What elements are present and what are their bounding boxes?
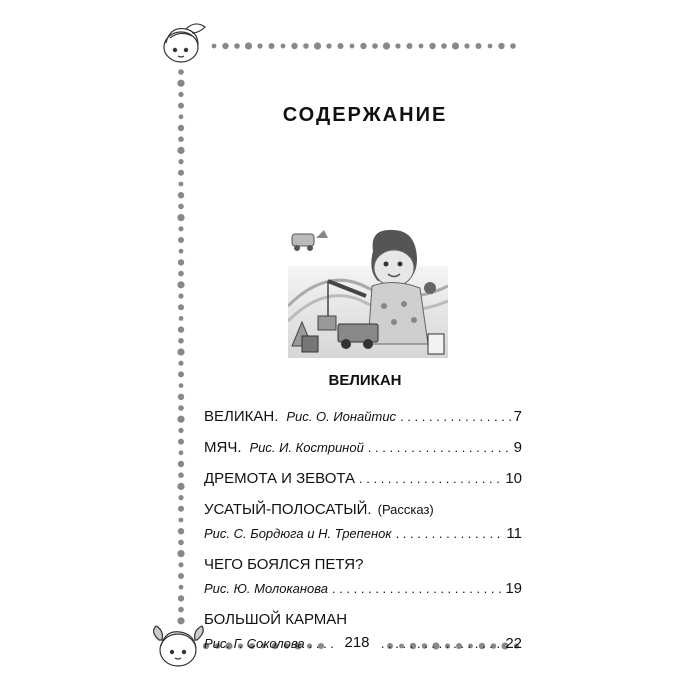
dot-leader (396, 522, 505, 546)
toc-entry-page: 10 (505, 470, 522, 487)
border-dot (178, 595, 184, 601)
border-dot (179, 585, 184, 590)
toc-entry-page: 11 (506, 525, 522, 542)
border-dot (178, 192, 184, 198)
toc-entry-artist-line[interactable] (204, 577, 522, 601)
toc-entry-title: УСАТЫЙ-ПОЛОСАТЫЙ. (204, 501, 372, 518)
toc-entry-title-line[interactable] (204, 498, 522, 522)
border-dot (441, 43, 447, 49)
border-dot (464, 43, 469, 48)
page-number: 218 (336, 634, 378, 651)
toc-entry-artist: Рис. С. Бордюга и Н. Трепенок (204, 526, 392, 541)
border-dot (177, 550, 184, 557)
border-dot (281, 44, 286, 49)
toc-entry-artist: Рис. Ю. Молоканова (204, 581, 328, 596)
border-dot (179, 450, 184, 455)
border-dot (395, 43, 400, 48)
border-dot (383, 42, 390, 49)
dot-leader (400, 405, 512, 429)
border-dot (178, 259, 184, 265)
border-dot (177, 147, 184, 154)
border-dot (178, 136, 184, 142)
border-dot (179, 249, 184, 254)
border-dot (350, 44, 355, 49)
border-dot (407, 43, 413, 49)
border-dot (234, 43, 240, 49)
border-dot (179, 316, 184, 321)
section-title: ВЕЛИКАН (328, 372, 402, 389)
border-dot (419, 44, 424, 49)
girl-head-icon (164, 24, 205, 62)
border-dot (212, 44, 217, 49)
border-dot (178, 226, 183, 231)
border-dot (178, 405, 184, 411)
boy-with-toys-illustration (288, 226, 448, 358)
border-dot (178, 125, 184, 131)
border-dot (178, 237, 184, 243)
border-dot (178, 495, 183, 500)
toc-entry-artist: Рис. О. Ионайтис (286, 409, 397, 424)
border-dot (177, 214, 184, 221)
border-dot (303, 43, 309, 49)
border-dot (372, 43, 378, 49)
border-dot (222, 43, 228, 49)
page-title: СОДЕРЖАНИЕ (282, 104, 448, 126)
toc-entry-page: 9 (513, 439, 522, 456)
border-dot (178, 92, 183, 97)
border-dot (179, 182, 184, 187)
border-dot (177, 617, 184, 624)
border-dot (178, 371, 184, 377)
toc-entry[interactable] (204, 405, 522, 429)
border-dot (452, 42, 459, 49)
border-dot (360, 43, 366, 49)
border-dot (177, 348, 184, 355)
border-dot (257, 43, 262, 48)
dot-leader (332, 577, 503, 601)
border-dot (178, 394, 184, 400)
toc-entry-title-line[interactable] (204, 608, 522, 632)
border-dot (178, 204, 184, 210)
border-dot (178, 326, 184, 332)
toc-entry-title: БОЛЬШОЙ КАРМАН (204, 611, 348, 628)
border-dot (177, 483, 184, 490)
border-dot (179, 114, 184, 119)
table-of-contents (204, 405, 522, 656)
border-dot (178, 573, 184, 579)
border-dot (178, 461, 184, 467)
border-dot (326, 43, 331, 48)
border-dot (179, 518, 184, 523)
toc-entry-title: ЧЕГО БОЯЛСЯ ПЕТЯ? (204, 556, 364, 573)
toc-entry-title: ВЕЛИКАН. (204, 408, 279, 425)
border-dot (177, 281, 184, 288)
border-dot (178, 428, 183, 433)
border-dot (178, 562, 183, 567)
toc-entry-page: 19 (505, 580, 522, 597)
toc-entry-artist: Рис. И. Костриной (249, 440, 364, 455)
dot-leader (368, 436, 512, 460)
border-dot (178, 528, 184, 534)
girl-with-bows-icon (154, 626, 204, 666)
border-dot (338, 43, 344, 49)
border-dot (178, 506, 184, 512)
toc-entry[interactable] (204, 467, 522, 491)
border-dot (178, 159, 183, 164)
border-dot (178, 293, 183, 298)
border-dot (291, 43, 297, 49)
border-dot (178, 103, 184, 109)
border-dot (177, 416, 184, 423)
toc-entry-title-line[interactable] (204, 553, 522, 577)
border-dot (498, 43, 504, 49)
toc-entry[interactable] (204, 436, 522, 460)
border-dot (269, 43, 275, 49)
border-dot (178, 170, 184, 176)
toc-entry-artist-line[interactable] (204, 522, 522, 546)
border-dot (178, 304, 184, 310)
toc-entry-page: 22 (505, 635, 522, 652)
toc-entry-page: 7 (513, 408, 522, 425)
border-dot (179, 383, 184, 388)
border-dot (178, 607, 184, 613)
border-dot (178, 338, 184, 344)
toc-entry-subtitle: (Рассказ) (377, 502, 434, 517)
border-dot (429, 43, 435, 49)
border-dot (178, 472, 184, 478)
border-dot (476, 43, 482, 49)
border-dot (178, 271, 184, 277)
border-dot (314, 42, 321, 49)
border-dot (488, 44, 493, 49)
border-dot (178, 361, 183, 366)
toc-entry-title: МЯЧ. (204, 439, 242, 456)
border-dot (178, 540, 184, 546)
border-dot (510, 43, 516, 49)
border-dot (178, 69, 184, 75)
border-dot (177, 80, 184, 87)
border-dot (245, 42, 252, 49)
dot-leader (359, 467, 503, 491)
toc-entry-title: ДРЕМОТА И ЗЕВОТА (204, 470, 356, 487)
toc-entry-artist: Рис. Г. Соколова (204, 636, 305, 651)
border-dot (178, 439, 184, 445)
